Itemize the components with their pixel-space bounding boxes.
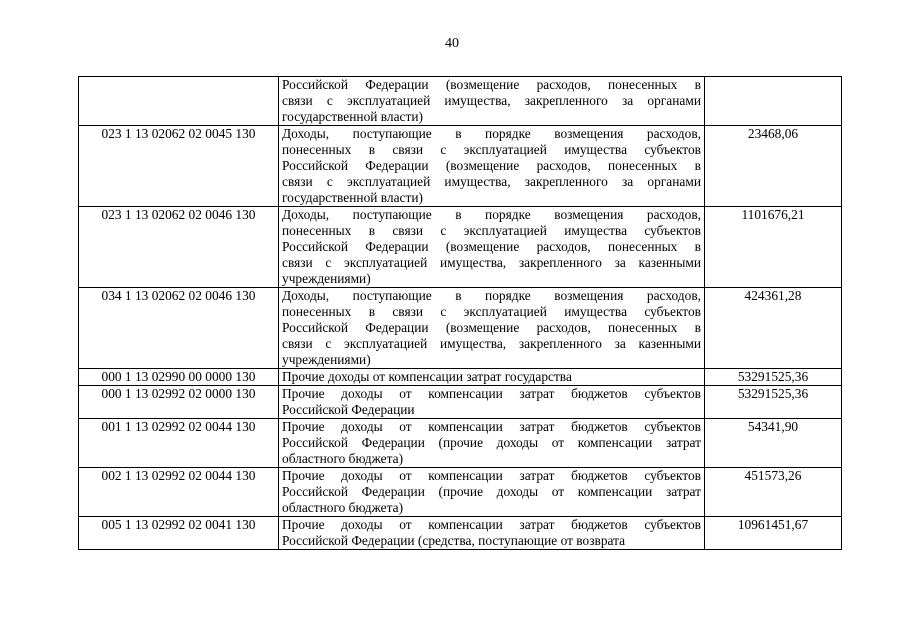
description-line: Российской Федерации xyxy=(282,402,415,417)
description-line: понесенных в связи с эксплуатацией имущества субъектов xyxy=(282,223,701,238)
description-line: связи с эксплуатацией имущества, закрепленного за казенными xyxy=(282,255,701,270)
description-line: Российской Федерации (возмещение расходов, понесенных в xyxy=(282,320,701,335)
table-row xyxy=(79,386,842,419)
table-row xyxy=(79,419,842,468)
revenue-code-cell: 000 1 13 02990 00 0000 130 xyxy=(79,369,279,386)
description-line: областного бюджета) xyxy=(282,500,404,515)
revenue-description-cell xyxy=(279,468,705,517)
description-line: Российской Федерации (возмещение расходов, понесенных в xyxy=(282,77,701,92)
table-row xyxy=(79,517,842,550)
description-line: понесенных в связи с эксплуатацией имущества субъектов xyxy=(282,304,701,319)
description-line: Прочие доходы от компенсации затрат бюджетов субъектов xyxy=(282,517,701,532)
revenue-code-cell: 001 1 13 02992 02 0044 130 xyxy=(79,419,279,468)
description-line: Прочие доходы от компенсации затрат государства xyxy=(282,369,572,384)
table-row xyxy=(79,369,842,386)
table-body xyxy=(79,77,842,550)
description-line: связи с эксплуатацией имущества, закрепленного за органами xyxy=(282,93,701,108)
revenue-code-cell: 023 1 13 02062 02 0046 130 xyxy=(79,207,279,288)
amount-cell xyxy=(705,77,842,126)
description-line: связи с эксплуатацией имущества, закрепленного за казенными xyxy=(282,336,701,351)
amount-cell: 53291525,36 xyxy=(705,369,842,386)
budget-revenue-table xyxy=(78,76,842,550)
revenue-description-cell xyxy=(279,207,705,288)
revenue-code-cell xyxy=(79,77,279,126)
revenue-description-cell xyxy=(279,386,705,419)
revenue-code-cell: 034 1 13 02062 02 0046 130 xyxy=(79,288,279,369)
description-line: Российской Федерации (прочие доходы от компенсации затрат xyxy=(282,435,701,450)
description-line: Прочие доходы от компенсации затрат бюджетов субъектов xyxy=(282,468,701,483)
page-number: 40 xyxy=(445,36,459,51)
description-line: Прочие доходы от компенсации затрат бюджетов субъектов xyxy=(282,419,701,434)
revenue-code-cell: 002 1 13 02992 02 0044 130 xyxy=(79,468,279,517)
revenue-code-cell: 005 1 13 02992 02 0041 130 xyxy=(79,517,279,550)
description-line: государственной власти) xyxy=(282,109,423,124)
revenue-description-cell xyxy=(279,369,705,386)
table-row xyxy=(79,288,842,369)
description-line: Российской Федерации (средства, поступающие от возврата xyxy=(282,533,626,548)
description-line: учреждениями) xyxy=(282,271,371,286)
description-line: Доходы, поступающие в порядке возмещения расходов, xyxy=(282,207,701,222)
amount-cell: 54341,90 xyxy=(705,419,842,468)
amount-cell: 1101676,21 xyxy=(705,207,842,288)
table-row xyxy=(79,77,842,126)
revenue-description-cell xyxy=(279,126,705,207)
description-line: связи с эксплуатацией имущества, закрепленного за органами xyxy=(282,174,701,189)
description-line: Доходы, поступающие в порядке возмещения расходов, xyxy=(282,288,701,303)
amount-cell: 424361,28 xyxy=(705,288,842,369)
table-row xyxy=(79,126,842,207)
amount-cell: 23468,06 xyxy=(705,126,842,207)
amount-cell: 451573,26 xyxy=(705,468,842,517)
revenue-description-cell xyxy=(279,517,705,550)
description-line: Российской Федерации (прочие доходы от компенсации затрат xyxy=(282,484,701,499)
amount-cell: 53291525,36 xyxy=(705,386,842,419)
description-line: понесенных в связи с эксплуатацией имущества субъектов xyxy=(282,142,701,157)
revenue-code-cell: 023 1 13 02062 02 0045 130 xyxy=(79,126,279,207)
description-line: государственной власти) xyxy=(282,190,423,205)
description-line: Прочие доходы от компенсации затрат бюджетов субъектов xyxy=(282,386,701,401)
table-row xyxy=(79,207,842,288)
description-line: учреждениями) xyxy=(282,352,371,367)
description-line: Российской Федерации (возмещение расходов, понесенных в xyxy=(282,239,701,254)
revenue-description-cell xyxy=(279,288,705,369)
description-line: областного бюджета) xyxy=(282,451,404,466)
description-line: Российской Федерации (возмещение расходов, понесенных в xyxy=(282,158,701,173)
revenue-code-cell: 000 1 13 02992 02 0000 130 xyxy=(79,386,279,419)
table-row xyxy=(79,468,842,517)
revenue-description-cell xyxy=(279,77,705,126)
amount-cell: 10961451,67 xyxy=(705,517,842,550)
revenue-description-cell xyxy=(279,419,705,468)
description-line: Доходы, поступающие в порядке возмещения расходов, xyxy=(282,126,701,141)
